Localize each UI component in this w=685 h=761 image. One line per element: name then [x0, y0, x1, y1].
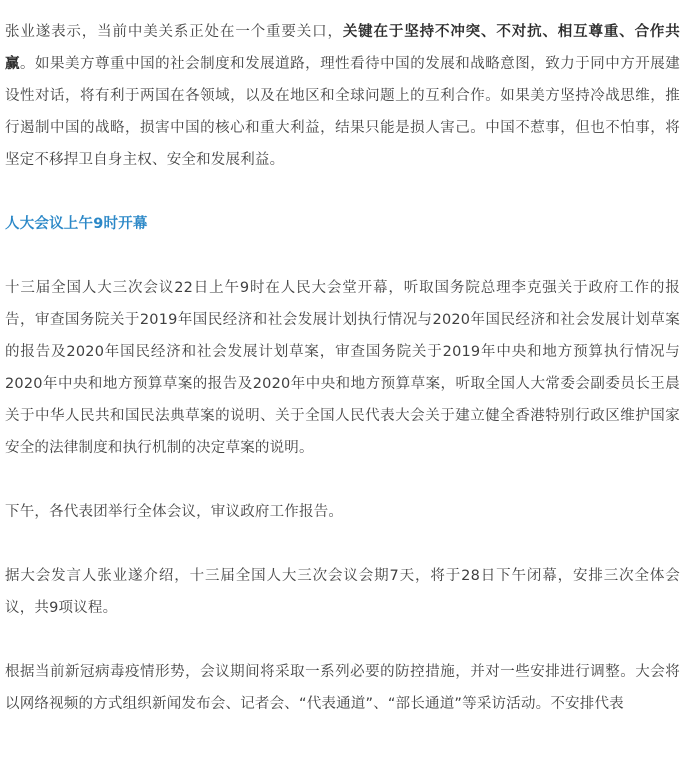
paragraph-text: 。如果美方尊重中国的社会制度和发展道路，理性看待中国的发展和战略意图，致力于同中方开展建设性对话，将有利于两国在各领域，以及在地区和全球问题上的互利合作。如果美方坚持冷战思维，推行遏制中国的战略，损害中国的核心和重大利益，结果只能是损人害己。中国不惹事，但也不怕事，将坚定不移捍卫自身主权、安全和发展利益。 — [5, 56, 681, 168]
paragraph-us-china-relations — [5, 16, 680, 176]
bold-key-point: 关键在于坚持不冲突、不对抗、相互尊重、合作共赢 — [5, 24, 680, 72]
paragraph-opening-agenda: 十三届全国人大三次会议22日上午9时在人民大会堂开幕，听取国务院总理李克强关于政府工作的报告，审查国务院关于2019年国民经济和社会发展计划执行情况与2020年国民经济和社会发展计划草案的报告及2020年国民经济和社会发展计划草案，审查国务院关于2019年中央和地方预算执行情况与2020年中央和地方预算草案的报告及2020年中央和地方预算草案，听取全国人大常委会副委员长王晨关于中华人民共和国民法典草案的说明、关于全国人民代表大会关于建立健全香港特别行政区维护国家安全的法律制度和执行机制的决定草案的说明。 — [5, 280, 680, 456]
paragraph-text: 张业遂表示，当前中美关系正处在一个重要关口， — [5, 24, 343, 40]
paragraph-spacer — [5, 240, 680, 272]
article-body — [5, 0, 680, 720]
section-heading: 人大会议上午9时开幕 — [5, 216, 148, 232]
paragraph-spacer — [5, 624, 680, 656]
paragraph-spacer — [5, 176, 680, 208]
paragraph-session-length: 据大会发言人张业遂介绍，十三届全国人大三次会议会期7天，将于28日下午闭幕，安排三次全体会议，共9项议程。 — [5, 568, 680, 616]
paragraph-afternoon: 下午，各代表团举行全体会议，审议政府工作报告。 — [5, 504, 344, 520]
paragraph-epidemic-measures: 根据当前新冠病毒疫情形势，会议期间将采取一系列必要的防控措施，并对一些安排进行调整。大会将以网络视频的方式组织新闻发布会、记者会、“代表通道”、“部长通道”等采访活动。不安排代表 — [5, 664, 680, 712]
paragraph-spacer — [5, 464, 680, 496]
paragraph-spacer — [5, 528, 680, 560]
